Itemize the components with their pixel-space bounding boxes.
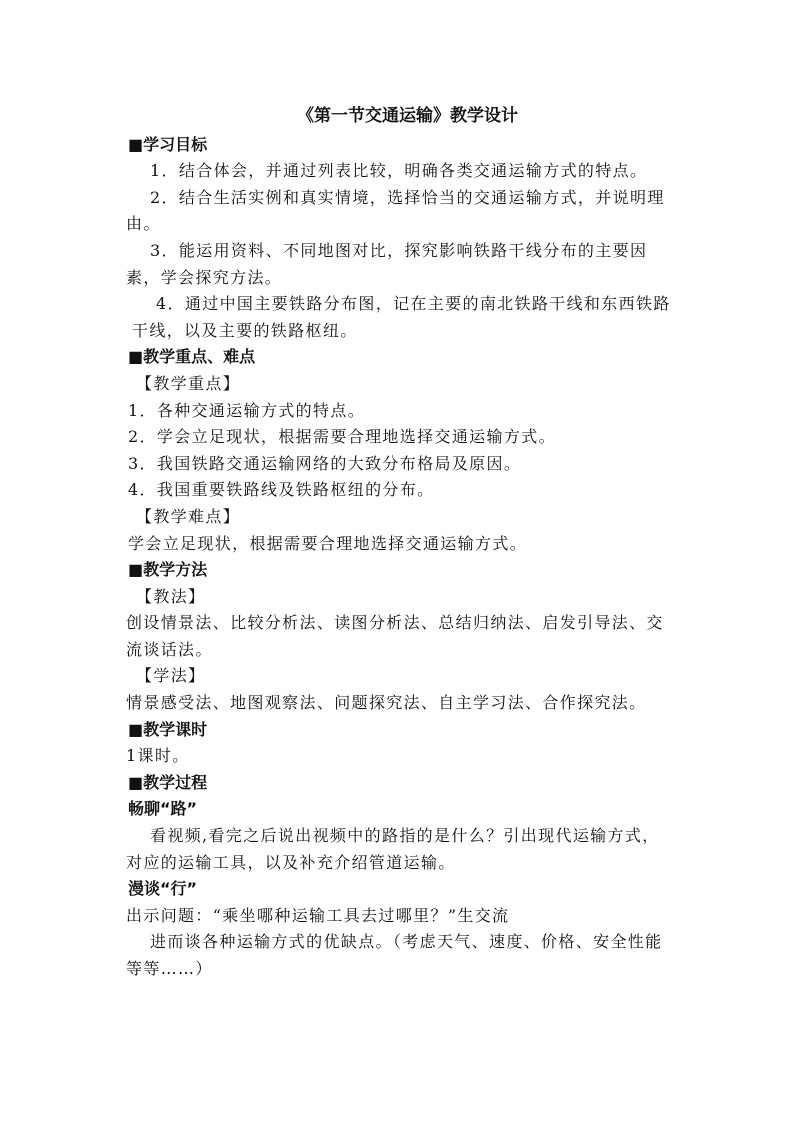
section-heading-hours: ■教学课时 [128,719,208,739]
process-part2-question: 出示问题：“乘坐哪种运输工具去过哪里？”生交流 [126,905,510,925]
section-heading-process: ■教学过程 [128,772,208,792]
key-point-item-3: 3．我国铁路交通运输网络的大致分布格局及原因。 [128,453,522,473]
section-heading-key-points: ■教学重点、难点 [128,347,256,367]
teaching-method-text: 创设情景法、比较分析法、读图分析法、总结归纳法、启发引导法、交流谈话法。 [126,613,664,659]
key-point-item-2: 2．学会立足现状，根据需要合理地选择交通运输方式。 [128,427,556,447]
learning-method-text: 情景感受法、地图观察法、问题探究法、自主学习法、合作探究法。 [126,693,647,713]
goal-item-2: 2．结合生活实例和真实情境，选择恰当的交通运输方式，并说明理由。 [126,187,665,234]
key-points-label: 【教学重点】 [136,373,241,393]
process-part1-text: 看视频,看完之后说出视频中的路指的是什么？引出现代运输方式，对应的运输工具，以及补充介绍管道运输。 [126,826,660,872]
goal-item-1: 1．结合体会，并通过列表比较，明确各类交通运输方式的特点。 [150,161,648,181]
hours-text: 1课时。 [126,746,190,766]
difficult-points-label: 【教学难点】 [136,506,241,526]
goal-item-3: 3．能运用资料、不同地图对比，探究影响铁路干线分布的主要因素，学会探究方法。 [126,240,648,287]
section-heading-goals: ■学习目标 [128,134,208,154]
document-page [126,103,671,983]
document-title: 《第一节交通运输》教学设计 [297,106,518,126]
teaching-method-label: 【教法】 [136,586,206,606]
process-part1-title: 畅聊“路” [128,799,198,819]
learning-method-label: 【学法】 [136,666,206,686]
process-part2-discussion: 进而谈各种运输方式的优缺点。（考虑天气、速度、价格、安全性能等等……） [126,932,663,978]
process-part2-title: 漫谈“行” [128,879,198,899]
section-heading-methods: ■教学方法 [128,560,208,580]
key-point-item-1: 1．各种交通运输方式的特点。 [128,400,366,420]
key-point-item-4: 4．我国重要铁路线及铁路枢纽的分布。 [128,480,435,500]
goal-item-4: 4．通过中国主要铁路分布图，记在主要的南北铁路干线和东西铁路干线，以及主要的铁路枢纽。 [132,294,671,340]
difficult-point-text: 学会立足现状，根据需要合理地选择交通运输方式。 [128,533,528,553]
